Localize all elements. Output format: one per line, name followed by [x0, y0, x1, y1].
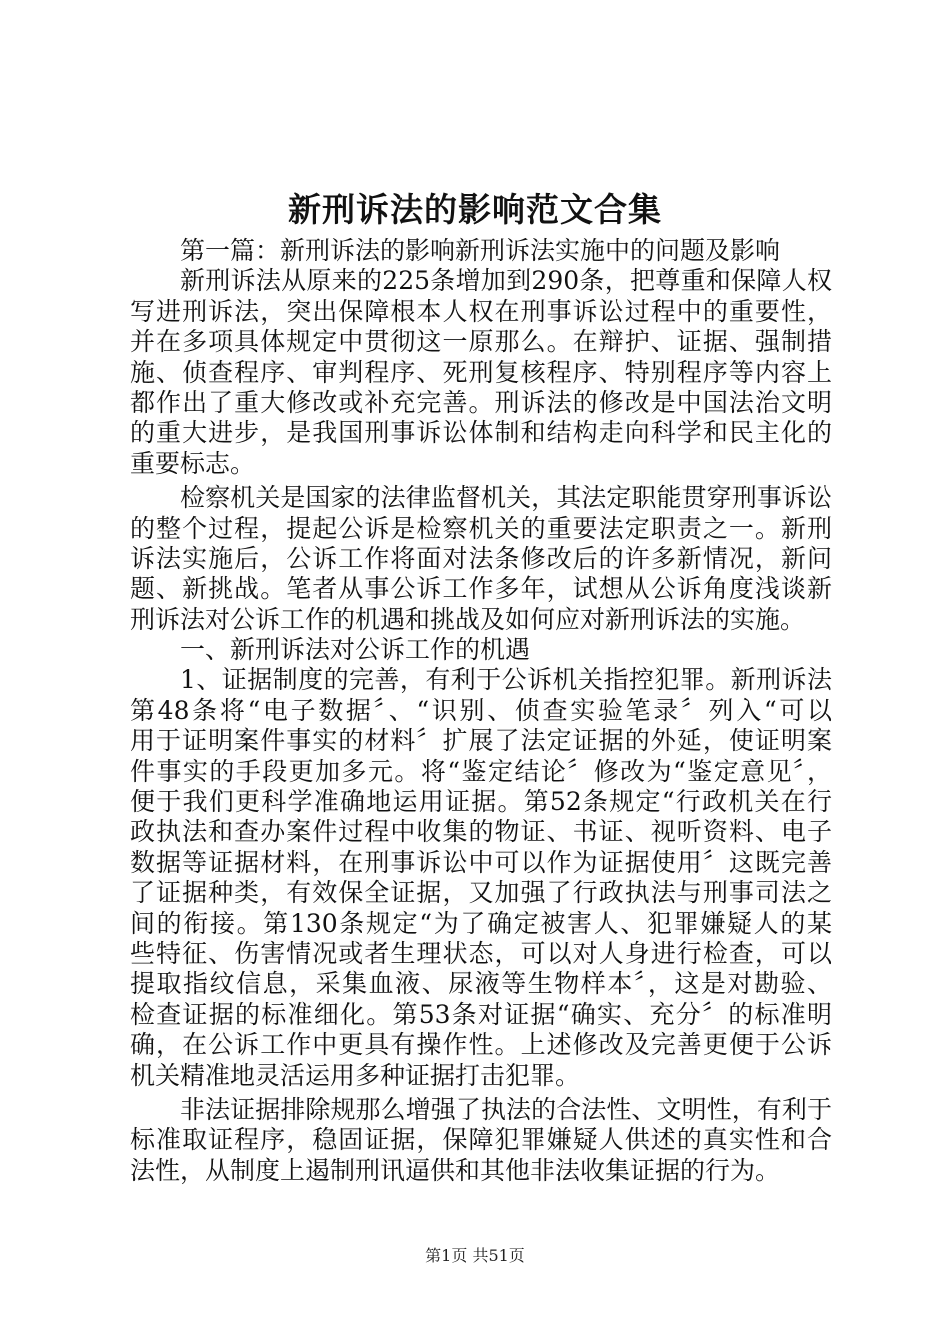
- text-line: 提取指纹信息，采集血液、尿液等生物样本〞，这是对勘验、: [130, 969, 832, 999]
- text-line: 些特征、伤害情况或者生理状态，可以对人身进行检查，可以: [130, 938, 832, 968]
- text-line: 非法证据排除规那么增强了执法的合法性、文明性，有利于: [180, 1094, 832, 1124]
- document-body: [130, 236, 832, 1186]
- text-line: 政执法和查办案件过程中收集的物证、书证、视听资料、电子: [130, 817, 832, 847]
- section-heading: 一、新刑诉法对公诉工作的机遇: [180, 635, 531, 665]
- text-line: 确，在公诉工作中更具有操作性。上述修改及完善更便于公诉: [130, 1030, 832, 1060]
- text-line: 刑诉法对公诉工作的机遇和挑战及如何应对新刑诉法的实施。: [130, 604, 806, 634]
- text-line: 法性，从制度上遏制刑讯逼供和其他非法收集证据的行为。: [130, 1155, 781, 1185]
- document-title: 新刑诉法的影响范文合集: [288, 190, 662, 229]
- text-line: 第48条将“电子数据〞、“识别、侦查实验笔录〞列入“可以: [130, 695, 832, 725]
- text-line: 的重大进步，是我国刑事诉讼体制和结构走向科学和民主化的: [130, 418, 832, 448]
- text-line: 标准取证程序，稳固证据，保障犯罪嫌疑人供述的真实性和合: [130, 1125, 832, 1155]
- text-line: 用于证明案件事实的材料〞扩展了法定证据的外延，使证明案: [130, 726, 832, 756]
- text-line: 便于我们更科学准确地运用证据。第52条规定“行政机关在行: [130, 787, 832, 817]
- text-line: 题、新挑战。笔者从事公诉工作多年，试想从公诉角度浅谈新: [130, 574, 832, 604]
- text-line: 写进刑诉法，突出保障根本人权在刑事诉讼过程中的重要性，: [130, 296, 832, 326]
- text-line: 检察机关是国家的法律监督机关，其法定职能贯穿刑事诉讼: [180, 483, 832, 513]
- text-line: 重要标志。: [130, 448, 256, 478]
- text-line: 间的衔接。第130条规定“为了确定被害人、犯罪嫌疑人的某: [130, 908, 832, 938]
- text-line: 诉法实施后，公诉工作将面对法条修改后的许多新情况，新问: [130, 543, 832, 573]
- text-line: 检查证据的标准细化。第53条对证据“确实、充分〞的标准明: [130, 999, 832, 1029]
- text-line: 并在多项具体规定中贯彻这一原那么。在辩护、证据、强制措: [130, 327, 832, 357]
- page-footer: 第1页 共51页: [425, 1246, 525, 1265]
- text-line: 第一篇：新刑诉法的影响新刑诉法实施中的问题及影响: [180, 236, 781, 265]
- text-line: 数据等证据材料，在刑事诉讼中可以作为证据使用〞这既完善: [130, 847, 832, 877]
- text-line: 的整个过程，提起公诉是检察机关的重要法定职责之一。新刑: [130, 513, 832, 543]
- text-line: 机关精准地灵活运用多种证据打击犯罪。: [130, 1060, 581, 1090]
- text-line: 1、证据制度的完善，有利于公诉机关指控犯罪。新刑诉法: [180, 665, 832, 695]
- text-line: 了证据种类，有效保全证据，又加强了行政执法与刑事司法之: [130, 878, 832, 908]
- text-line: 都作出了重大修改或补充完善。刑诉法的修改是中国法治文明: [130, 387, 832, 417]
- text-line: 件事实的手段更加多元。将“鉴定结论〞修改为“鉴定意见〞，: [130, 756, 832, 786]
- text-line: 新刑诉法从原来的225条增加到290条，把尊重和保障人权: [180, 266, 832, 296]
- text-line: 施、侦查程序、审判程序、死刑复核程序、特别程序等内容上: [130, 357, 832, 387]
